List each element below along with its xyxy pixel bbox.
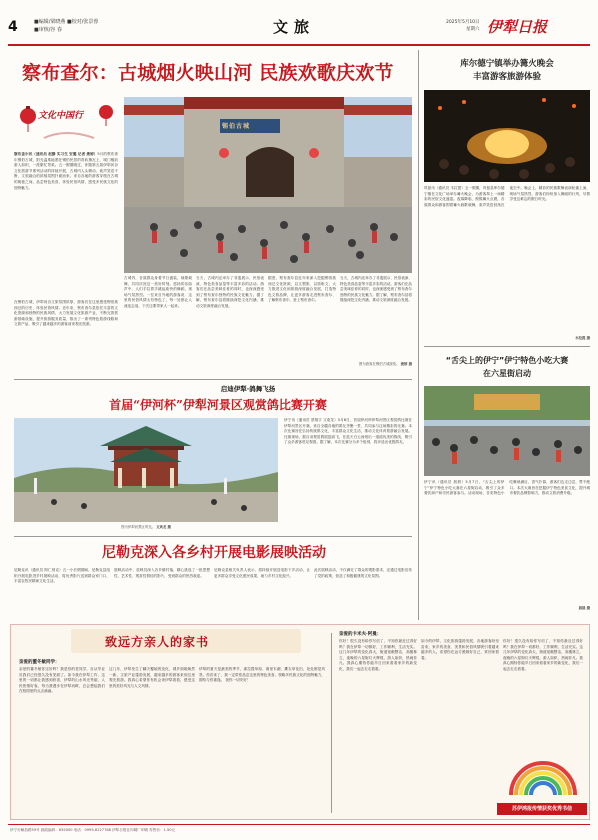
award-banner: 苏伊鸿报传情获奖优秀书信 [497,803,587,815]
pigeon-body: 伊宁讯（通讯员 蔡翔宇 文欢龙）5月8日，首届伊河杯伊犁河景区观赏鸽比赛在伊犁河景区开赛。来自全疆各地的鸽友齐聚一堂，共同参与这场精彩的比赛。本次比赛旨在弘扬传统鸽文化，丰富群众文化生活，推动文化体育旅游融合发展。比赛现场，数百羽观赏鸽展翅高飞，在蓝天白云间划出一道道优美的弧线，吸引了众多游客驻足观看。据了解，本次比赛分为多个组别，将评选出优胜鸽友。 [284,418,412,445]
bonfire-body: 巩留讯（通讯员 木拉提）五一假期，巩留县库尔德宁镇在文化广场举办篝火晚会，为游客奉上一场精彩的民俗文化盛宴。夜幕降临，熊熊篝火点燃，各族群众和游客围着篝火载歌载舞，欢声笑语回荡在夜空中。晚会上，精彩的民族歌舞表演轮番上演，现场气氛热烈，游客们纷纷加入舞蹈的行列，尽情享受这难忘的假日时光。 [424,186,590,207]
food-photo [424,386,590,476]
masthead-rule [8,44,590,46]
lead-headline: 察布查尔：古城烟火映山河 民族欢歌庆欢节 [22,62,394,84]
lantern-icon [14,98,118,150]
food-headline: “舌尖上的伊宁”伊宁特色小吃大赛 在六星街启动 [445,356,569,378]
movie-body-col3: 尼勒克县相关负责人表示，将持续开展送电影下乡活动，让更多群众享受文化惠民成果，助力乡村文化振兴。 [214,568,310,578]
letter-body-col2: 这几年，伊犁发生了翻天覆地的变化，城乡面貌焕然一新，文旅产业蓬勃发展，越来越多的游客来到这里观光旅游。我真心希望你有机会来伊犁看看，感受这里的美好风光与人文风情。 [109,667,195,688]
pigeon-photo-pavilion [14,418,278,522]
letter-section [10,624,590,820]
pigeon-caption: 图为伊犁河景区风光。 文欢龙 摄 [121,525,171,529]
letter2-title: 亲爱的卡米夫·阿曼： [339,632,382,637]
paper-logo: 伊犁日报 [487,18,548,36]
bonfire-headline: 库尔德宁镇举办篝火晚会 丰富游客旅游体验 [460,59,554,82]
lead-photo-credit: 图为游客在锡伯古城游览。 龚婷 摄 [358,362,412,366]
lead-body-col4: 当天，古城内还举办了非遗展示、民俗表演、特色美食品鉴等丰富多彩的活动。游客们在品尝美味佳肴的同时，也深深感受到了察布查尔独特的民族文化魅力。据了解，察布查尔县将继续深挖文化内涵，推动文旅深度融合发展。 [196,276,264,308]
letter2-body-col3: 你好！很久没有给你写信了，不知你最近过得好吗？我在伊犁一切都好，工作顺利，生活充实。这几年伊犁的变化真大，街道宽敞整洁，高楼林立，夜晚的六星街灯火辉煌，游人如织，热闹非凡。我真心期待你能早日回来看看家乡的新变化，我们一起去走走看看。 [503,639,583,671]
letter-divider [331,633,332,813]
letter-body-col1: 亲爱的董冬敏你还好吗？我是你的老同学，自从毕业后我们已经很久没有见面了。如今我在伊犁工作，这里的一切都让我感到欣喜，伊犁的山水风光秀丽，人民热情好客，每当我漫步在伊犁河畔，总会想起我们在校园里的点点滴滴。 [19,667,105,694]
culture-logo [14,98,118,150]
bonfire-credit: 木拉提 摄 [575,336,590,340]
footer-rule [8,824,590,825]
letter-title-box [71,629,301,653]
movie-body-col2: 展映活动中，放映员深入各乡镇村落，精心挑选了一批思想性、艺术性、观赏性俱佳的影片，受到群众的热烈欢迎。 [114,568,210,578]
lead-photo-ancient-city [124,97,412,273]
food-credit: 晨晨 摄 [578,606,590,610]
lead-body-col3: 古城内，各族群众身着节日盛装，载歌载舞，共同庆祝这一美好时刻。悠扬的乐曲声中，人们手拉着手跳起欢快的舞蹈，现场气氛热烈。一位来自外地的游客说：这里的民俗风情太有特色了，每一处都让人流连忘返，下次还要带家人一起来。 [124,276,192,308]
page-number: 4 [8,19,18,35]
column-divider [418,50,419,620]
movie-body-col4: 此次展映活动，不仅满足了群众的观影需求，还通过电影宣传了党的政策，营造了积极健康的文化氛围。 [314,568,412,578]
issue-date: 2025年5月10日 星期六 [446,20,480,32]
letter2-body-col1: 你好！很久没有给你写信了，不知你最近过得好吗？我在伊犁一切都好，工作顺利，生活充实。这几年伊犁的变化真大，街道宽敞整洁，高楼林立，夜晚的六星街灯火辉煌，游人如织，热闹非凡。我真心期待你能早日回来看看家乡的新变化，我们一起去走走看看。 [339,639,417,671]
lead-byline: 察布查尔讯（通讯员 赵静 实习生 安璐 记者 龚婷）5月的察布查尔锡伯古城，阳光温柔地洒在锡伯民居的青砖黛瓦上，城门楼前游人如织，一派繁忙景象。五一假期刚过，伴随第五届伊犁河谷文化旅游节系列活动的持续开展，古城内人头攒动，欢声笑语不断，文旅融合的浓郁氛围扑面而来。来自各地的游客穿梭在古城的街巷之间，品尝特色美食，体验民俗风情，感受多民族文化的独特魅力。 [14,152,118,190]
pigeon-headline: 首届“伊河杯”伊犁河景区观赏鸽比赛开赛 [109,398,327,412]
lead-body-col6: 当天，古城内还举办了非遗展示、民俗表演、特色美食品鉴等丰富多彩的活动。游客们在品尝美味佳肴的同时，也深深感受到了察布查尔独特的民族文化魅力。据了解，察布查尔县将继续深挖文化内涵，推动文旅深度融合发展。 [340,276,412,303]
footer-info: 伊宁市解放路59号 邮政编码：835000 电话：0999-8227788 伊犁日报社印刷厂印刷 零售价：1.50元 [10,828,176,832]
bonfire-photo [424,90,590,182]
pigeon-kicker: 启迪伊犁·鸽舞飞扬 [220,385,276,393]
gate-sign: 锡伯古城 [222,123,251,130]
letter-title: 致远方亲人的家书 [105,635,210,649]
letter-body-col3: 伊犁的夏天是最美的季节，那拉提草原、赛里木湖、薰衣草花田，处处都是风景。你若来了，我一定带你品尝这里的特色美食，领略多民族文化的独特魅力，期待与你重逢。 祝你一切安好！ [199,667,325,683]
rainbow-icon [503,751,583,801]
movie-body-col1: 尼勒克讯（通讯员 阿仁别克）五一小长假期间，尼勒克县组织开展电影进乡村展映活动，将优秀影片送到群众家门口，丰富农牧民精神文化生活。 [14,568,110,584]
editor-info: ■编辑/梁晓燕 ■校对/张景蓉 ■审核/谷 春 [34,19,99,33]
letter-subtitle: 亲爱的董冬敏同学： [19,660,60,665]
letter2-body-col2: 如今的伊犁，文化旅游蓬勃发展，各地游客纷至沓来，家乡的美食、美景和民俗风情吸引着越来越多的人。希望你在远方照顾好自己，常回家看看。 [421,639,499,660]
lead-bottom-rule [14,379,412,380]
food-body: 伊宁讯（通讯员 晨晨）5月7日，“舌尖上的伊宁”伊宁特色小吃大赛在六星街启动，吸引了众多餐饮商户和市民游客参与。活动现场，各类特色小吃琳琅满目，香气扑鼻，游客们边走边尝，赞不绝口。本次大赛旨在挖掘伊宁特色美食文化，提升城市餐饮品牌影响力，推动文旅消费升级。 [424,480,590,496]
section-title: 文旅 [273,18,316,36]
right-mid-rule [424,346,590,347]
movie-headline: 尼勒克深入各乡村开展电影展映活动 [102,545,326,561]
pigeon-bottom-rule [14,536,412,537]
logo-text: 文化中国行 [38,111,84,121]
masthead [0,0,598,48]
lead-body-col2: 在锡伯古城，伊犁河谷文旅氛围浓厚，游客们在这里感受锡伯族西迁的历史，体验民俗风情。近年来，察布查尔县依托丰富的文化资源和独特的民族风情，大力发展文化旅游产业，不断完善旅游基础设施，提升旅游服务质量，推出了一系列特色旅游线路和文旅产品，吸引了越来越多的游客前来观光旅游。 [14,300,118,327]
lead-body-col5: 据悉，察布查尔县近年来深入挖掘锡伯族西迁文化资源，以文塑旅、以旅彰文，大力推进文化和旅游深度融合发展，打造特色文旅品牌，让更多游客走进察布查尔、了解察布查尔、爱上察布查尔。 [268,276,336,303]
